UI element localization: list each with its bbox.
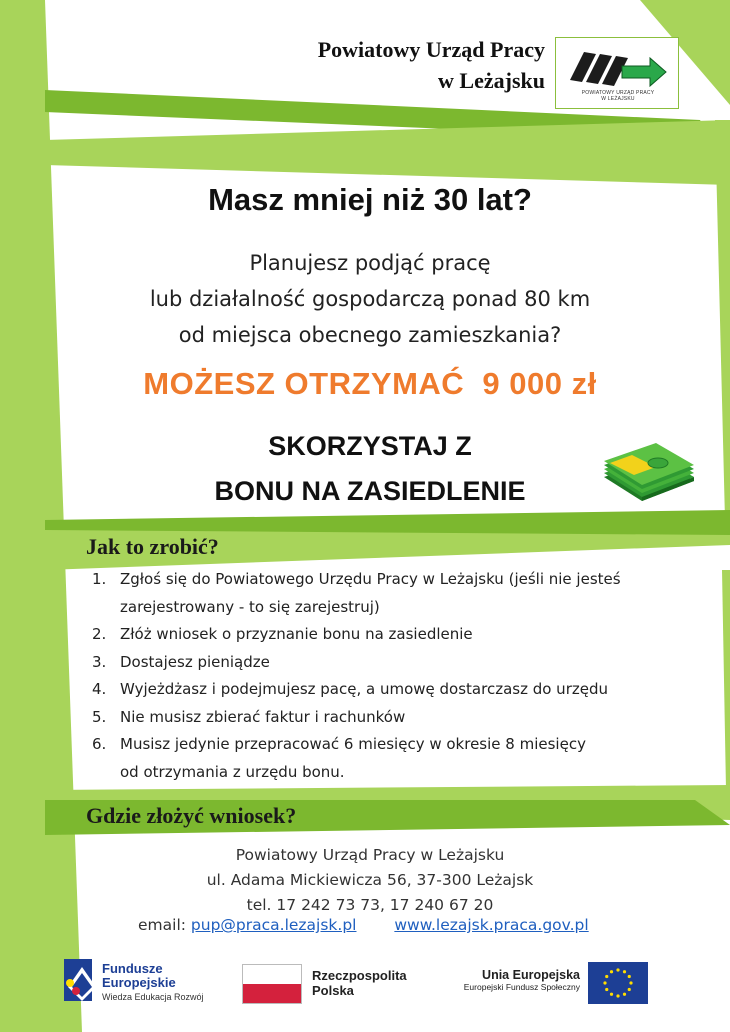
office-name-line2: w Leżajsku [438,68,545,93]
eu-star-icon [623,993,626,996]
eu-star-icon [603,981,606,984]
hero-subtext-line3: od miejsca obecnego zamieszkania? [178,323,562,347]
money-stack-icon [596,437,700,507]
list-item: 4. Wyjeżdżasz i podejmujesz pacę, a umowę dostarczasz do urzędu [92,680,608,698]
cta-line1: SKORZYSTAJ Z [268,431,472,461]
website-link[interactable]: www.lezajsk.praca.gov.pl [394,916,589,934]
eu-star-icon [605,975,608,978]
unia-europejska-text: Unia Europejska Europejski Fundusz Społeczny [463,968,580,992]
office-name-line1: Powiatowy Urząd Pracy [317,37,545,62]
office-phone: tel. 17 242 73 73, 17 240 67 20 [246,896,494,914]
right-green-bar [715,120,730,520]
contact-row [138,916,638,934]
eu-star-icon [605,988,608,991]
office-address-block [140,843,600,918]
list-item: 6. Musisz jedynie przepracować 6 miesięcy w okresie 8 miesięcy od otrzymania z urzędu bonu. [92,735,586,781]
polish-flag-icon [242,964,302,1004]
hero-subtext-line1: Planujesz podjąć pracę [249,251,491,275]
office-name [215,34,545,96]
eu-flag-icon [588,962,648,1004]
email-label: email: [138,916,186,934]
call-to-action [140,424,600,514]
fundusze-europejskie-logo-icon [62,957,98,1003]
logo-caption: POWIATOWY URZĄD PRACY W LEŻAJSKU [581,90,655,102]
eu-star-icon [616,968,619,971]
list-item: 5. Nie musisz zbierać faktur i rachunków [92,707,406,726]
hero-question: Masz mniej niż 30 lat? [208,182,532,217]
office-name-footer: Powiatowy Urząd Pracy w Leżajsku [235,846,505,864]
email-link[interactable]: pup@praca.lezajsk.pl [190,916,357,934]
list-item: 2. Złóż wniosek o przyznanie bonu na zasiedlenie [92,625,473,643]
header-band-light [45,120,730,185]
cta-line2: BONU NA ZASIEDLENIE [214,476,526,506]
fundusze-europejskie-text: Fundusze Europejskie Wiedza Edukacja Rozwój [102,961,204,1002]
eu-star-icon [623,970,626,973]
howto-heading: Jak to zrobić? [86,534,219,559]
eu-star-icon [628,975,631,978]
where-heading: Gdzie złożyć wniosek? [86,803,297,828]
rzeczpospolita-text: Rzeczpospolita Polska [312,968,407,998]
offer-amount: MOŻESZ OTRZYMAĆ 9 000 zł [143,366,597,401]
eu-star-icon [610,993,613,996]
hero-subtext-line2: lub działalność gospodarczą ponad 80 km [149,287,591,311]
steps-list [92,566,692,786]
eu-star-icon [629,981,632,984]
office-street: ul. Adama Mickiewicza 56, 37-300 Leżajsk [206,871,534,889]
office-logo [555,37,679,109]
list-item: 3. Dostajesz pieniądze [92,652,270,671]
hero-subtext [40,245,700,353]
list-item: 1. Zgłoś się do Powiatowego Urzędu Pracy w Leżajsku (jeśli nie jesteś zarejestrowany - to się zarejestruj) [92,570,621,616]
eu-star-icon [616,994,619,997]
right-green-bar-lower [722,570,730,790]
eu-star-icon [628,988,631,991]
eu-star-icon [610,970,613,973]
